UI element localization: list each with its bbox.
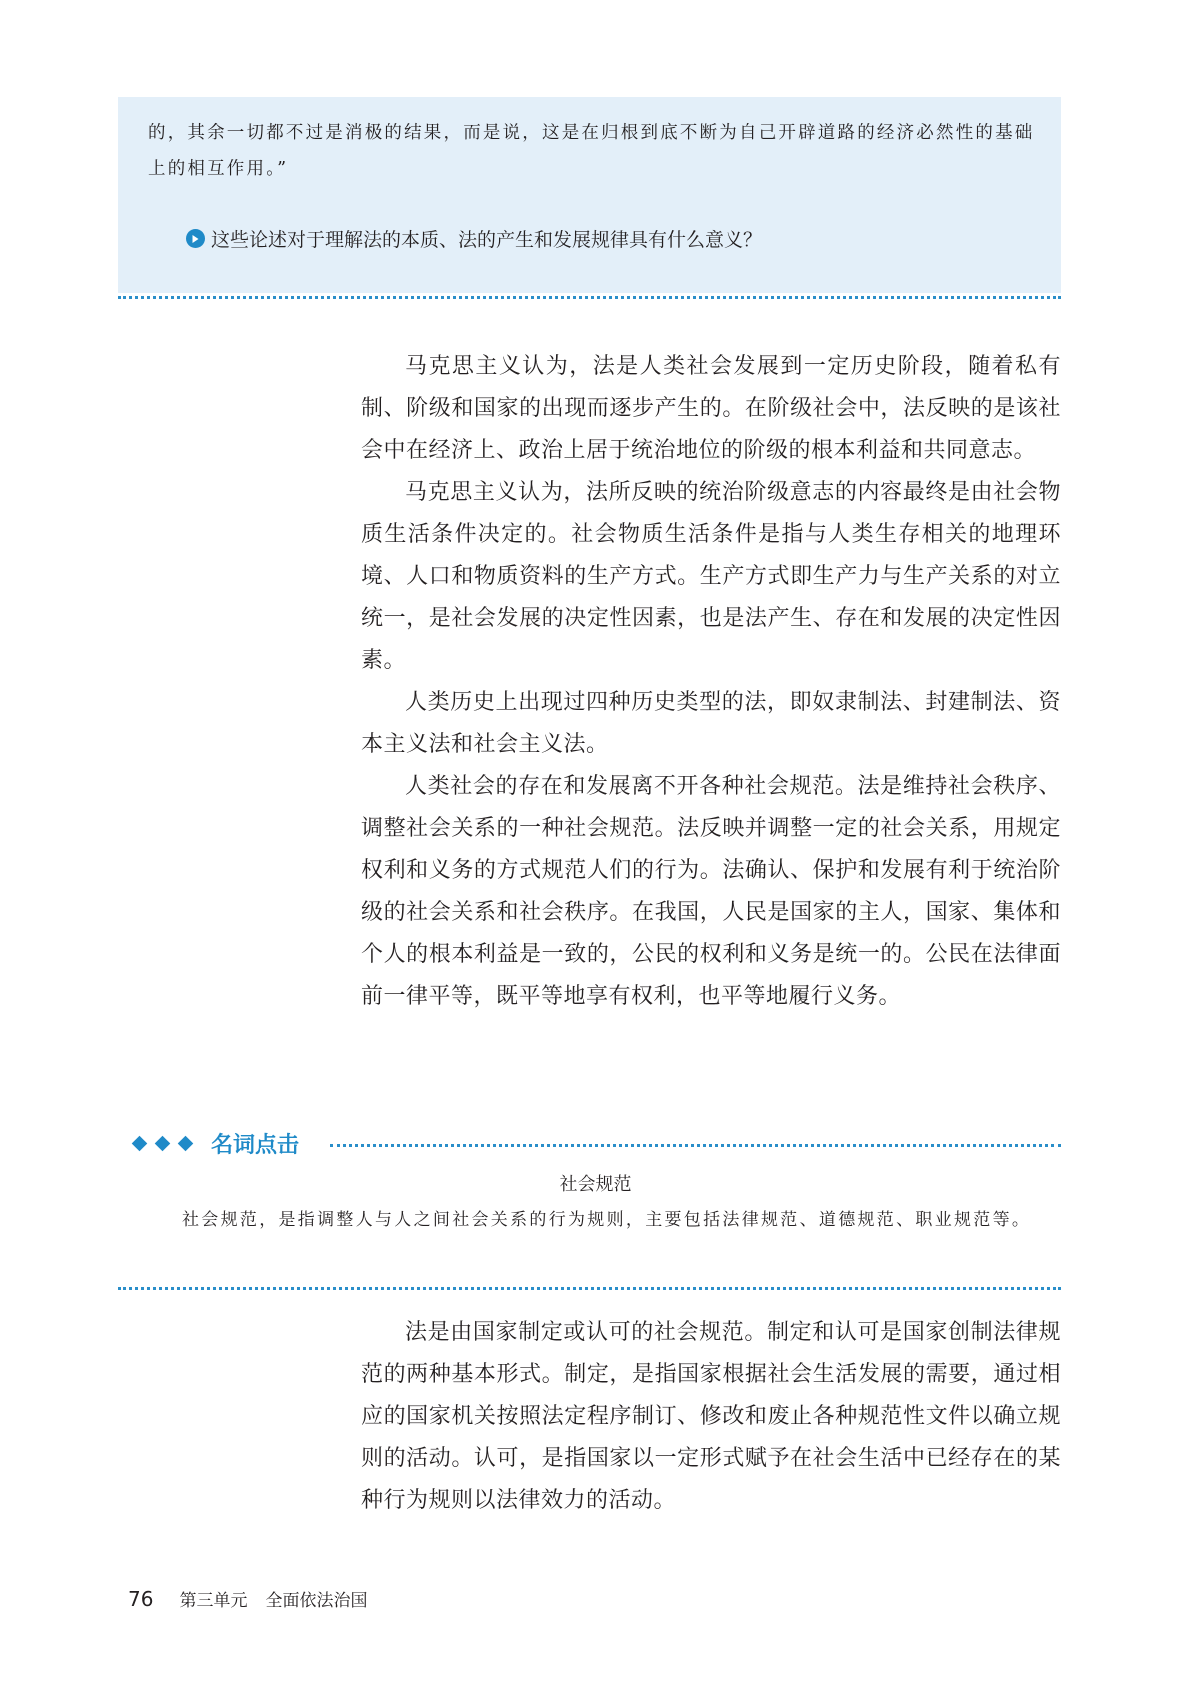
paragraph: 马克思主义认为，法是人类社会发展到一定历史阶段，随着私有制、阶级和国家的出现而逐步产生的。在阶级社会中，法反映的是该社会中在经济上、政治上居于统治地位的阶级的根本利益和共同意志。: [361, 354, 1061, 463]
term-description: 社会规范，是指调整人与人之间社会关系的行为规则，主要包括法律规范、道德规范、职业规范等。: [182, 1210, 1032, 1230]
page-number: 76: [128, 1587, 154, 1611]
play-circle-icon: [186, 229, 205, 248]
footer-title: 全面依法治国: [265, 1591, 368, 1611]
body-text-bottom: [361, 1312, 1061, 1522]
term-box-divider: [118, 1287, 1061, 1290]
quote-text: 的，其余一切都不过是消极的结果，而是说，这是在归根到底不断为自己开辟道路的经济必然性的基础上的相互作用。”: [148, 123, 1035, 179]
quote-box: [118, 97, 1061, 293]
diamond-icon: [132, 1136, 148, 1152]
section-divider: [118, 296, 1061, 299]
diamond-icon: [178, 1136, 194, 1152]
page-footer: [128, 1586, 367, 1611]
term-title: 社会规范: [559, 1174, 632, 1195]
paragraph: 马克思主义认为，法所反映的统治阶级意志的内容最终是由社会物质生活条件决定的。社会物质生活条件是指与人类生存相关的地理环境、人口和物质资料的生产方式。生产方式即生产力与生产关系的对立统一，是社会发展的决定性因素，也是法产生、存在和发展的决定性因素。: [361, 480, 1061, 673]
diamond-icon: [155, 1136, 171, 1152]
body-text-top: [361, 346, 1061, 1018]
discussion-question: [186, 225, 1046, 252]
term-box-header: [134, 1128, 299, 1159]
paragraph: 人类历史上出现过四种历史类型的法，即奴隶制法、封建制法、资本主义法和社会主义法。: [361, 690, 1061, 757]
paragraph: 人类社会的存在和发展离不开各种社会规范。法是维持社会秩序、调整社会关系的一种社会规范。法反映并调整一定的社会关系，用规定权利和义务的方式规范人们的行为。法确认、保护和发展有利于统治阶级的社会关系和社会秩序。在我国，人民是国家的主人，国家、集体和个人的根本利益是一致的，公民的权利和义务是统一的。公民在法律面前一律平等，既平等地享有权利，也平等地履行义务。: [361, 774, 1061, 1009]
footer-unit: 第三单元: [179, 1591, 248, 1611]
term-box-label: 名词点击: [211, 1133, 300, 1158]
paragraph: 法是由国家制定或认可的社会规范。制定和认可是国家创制法律规范的两种基本形式。制定，是指国家根据社会生活发展的需要，通过相应的国家机关按照法定程序制订、修改和废止各种规范性文件以确立规则的活动。认可，是指国家以一定形式赋予在社会生活中已经存在的某种行为规则以法律效力的活动。: [361, 1320, 1061, 1513]
discussion-question-text: 这些论述对于理解法的本质、法的产生和发展规律具有什么意义？: [211, 229, 763, 251]
term-header-divider: [330, 1144, 1061, 1147]
